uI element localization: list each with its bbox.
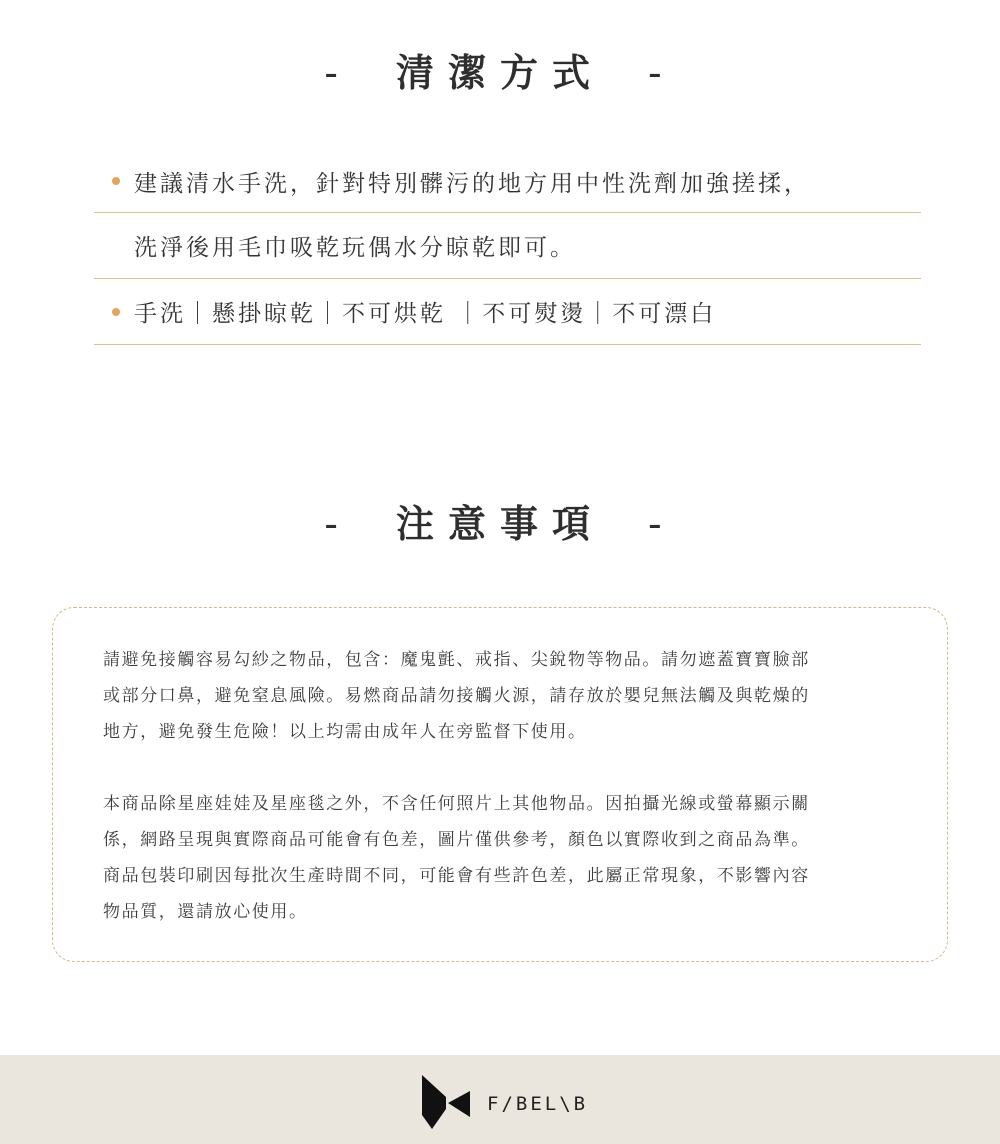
list-item-text: 建議清水手洗，針對特別髒污的地方用中性洗劑加強搓揉， [134,170,810,197]
list-item [94,213,921,279]
notice-paragraph-2 [103,786,903,930]
notice-line: 請避免接觸容易勾紗之物品，包含：魔鬼氈、戒指、尖銳物等物品。請勿遮蓋寶寶臉部 [103,650,810,670]
brand-logo-icon [422,1075,472,1129]
list-item-text: 洗淨後用毛巾吸乾玩偶水分晾乾即可。 [134,235,576,261]
notice-paragraph-1 [103,642,903,750]
notice-line: 商品包裝印刷因每批次生產時間不同，可能會有些許色差，此屬正常現象，不影響內容 [103,866,810,886]
list-item-text: 手洗｜懸掛晾乾｜不可烘乾 ｜不可熨燙｜不可漂白 [134,301,717,327]
brand-name: F/BEL\B [487,1093,589,1115]
notice-title-text: 注意事項 [395,502,604,546]
cleaning-title-text: 清潔方式 [395,51,604,95]
notice-line: 地方，避免發生危險！以上均需由成年人在旁監督下使用。 [103,722,587,742]
cleaning-title [0,42,1000,97]
notice-line: 係，網路呈現與實際商品可能會有色差，圖片僅供參考，顏色以實際收到之商品為準。 [103,830,810,850]
notice-line: 本商品除星座娃娃及星座毯之外，不含任何照片上其他物品。因拍攝光線或螢幕顯示關 [103,794,810,814]
list-item [94,279,921,345]
title-dash-right: - [648,51,676,95]
bullet-dot-icon [112,177,120,185]
list-item [94,150,921,213]
title-dash-right: - [648,502,676,546]
notice-title [0,493,1000,548]
title-dash-left: - [324,51,352,95]
bullet-dot-icon [112,308,120,316]
footer [0,1055,1000,1144]
cleaning-list [94,150,921,345]
title-dash-left: - [324,502,352,546]
notice-line: 物品質，還請放心使用。 [103,902,308,922]
notice-box [52,607,948,962]
notice-line: 或部分口鼻，避免窒息風險。易燃商品請勿接觸火源，請存放於嬰兒無法觸及與乾燥的 [103,686,810,706]
